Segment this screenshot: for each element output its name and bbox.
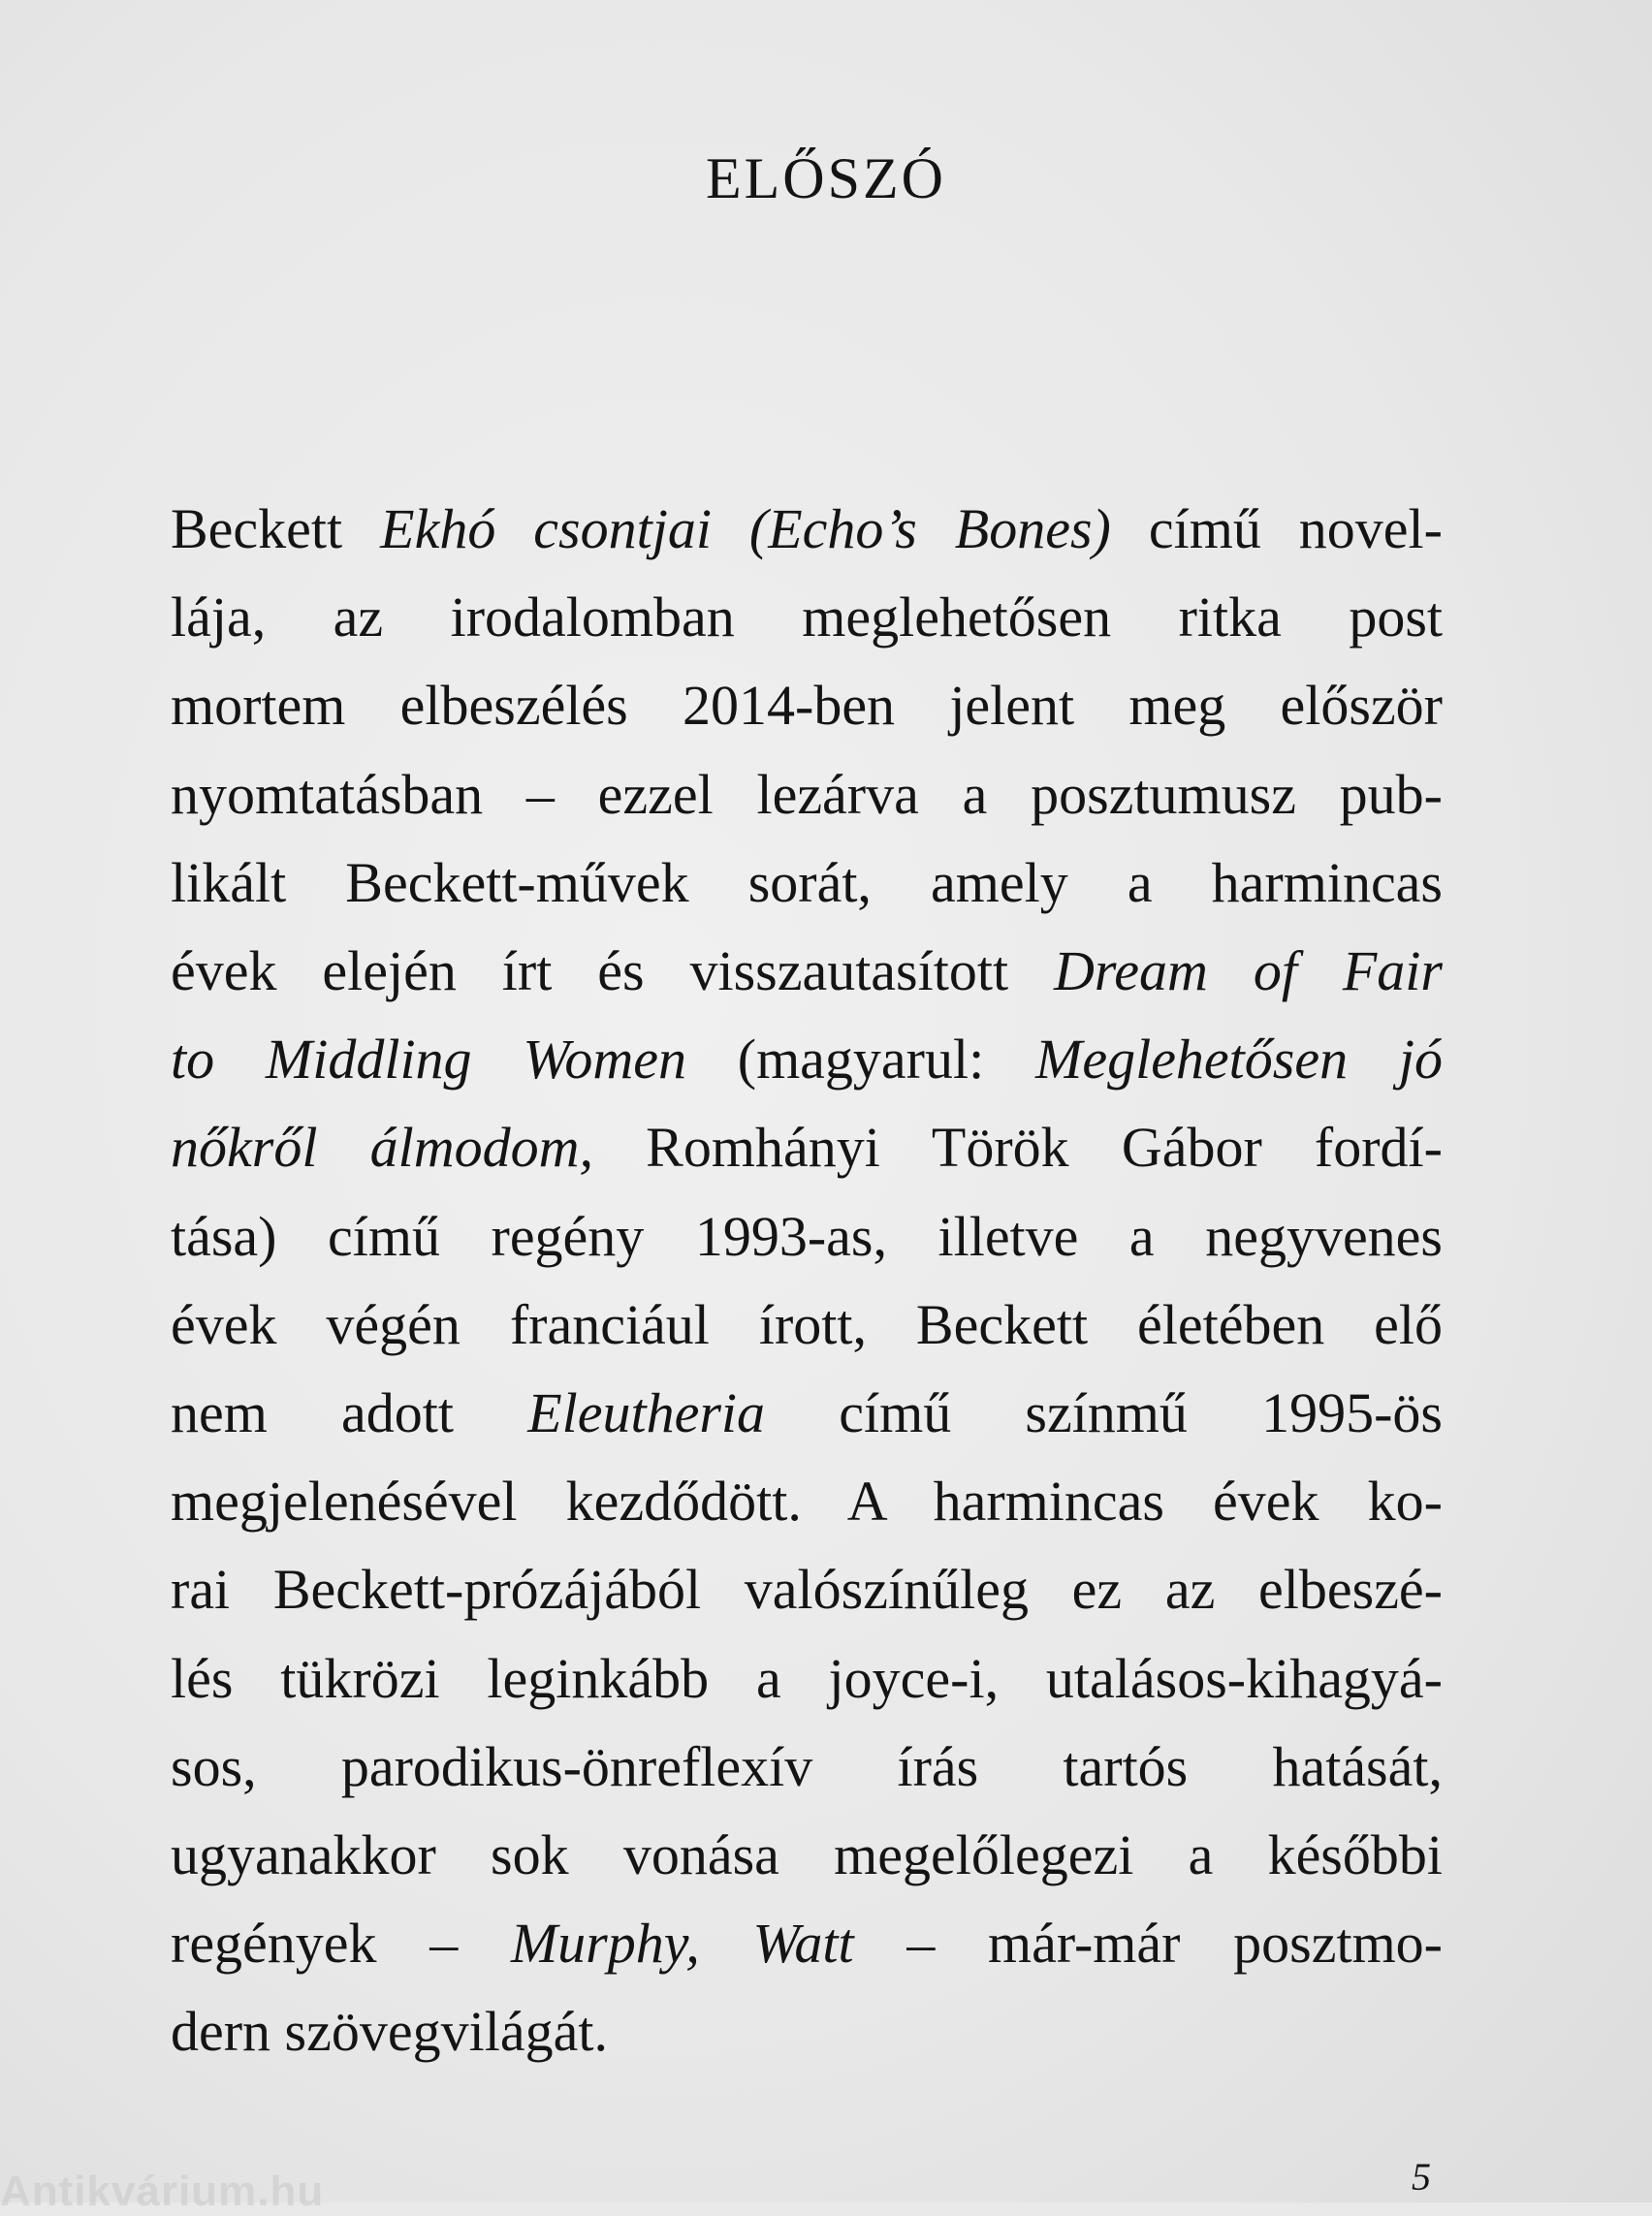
text-run: ugyanakkor sok vonása megelőlegezi a későbbi — [171, 1823, 1443, 1887]
text-line — [171, 927, 1443, 1015]
text-run: évek elején írt és visszautasított — [171, 939, 1054, 1003]
text-line — [171, 661, 1443, 749]
italic-title: Eleutheria — [527, 1381, 766, 1445]
text-run: című novel- — [1110, 497, 1443, 560]
text-run: évek végén franciául írott, Beckett életében elő — [171, 1292, 1443, 1356]
text-line — [171, 1811, 1443, 1899]
text-line — [171, 1192, 1443, 1281]
text-run: Romhányi Török Gábor fordí- — [592, 1116, 1443, 1180]
italic-title: Ekhó csontjai (Echo’s Bones) — [380, 497, 1111, 560]
text-run: – már-már posztmo- — [853, 1912, 1443, 1976]
italic-title: Murphy, Watt — [510, 1912, 854, 1976]
text-line — [171, 485, 1443, 573]
text-run: megjelenésével kezdődött. A harmincas évek ko- — [171, 1470, 1443, 1534]
preface-paragraph — [171, 485, 1443, 2076]
text-line — [171, 750, 1443, 839]
text-run: nyomtatásban – ezzel lezárva a posztumusz pub- — [171, 762, 1443, 826]
text-run: sos, parodikus-önreflexív írás tartós hatását, — [171, 1734, 1443, 1798]
text-line — [171, 1545, 1443, 1633]
text-line — [171, 1987, 1443, 2075]
text-run: lés tükrözi leginkább a joyce-i, utalásos-kihagyá- — [171, 1646, 1443, 1710]
text-run: tása) című regény 1993-as, illetve a negyvenes — [171, 1204, 1443, 1268]
text-run: mortem elbeszélés 2014-ben jelent meg először — [171, 674, 1443, 738]
text-run: lája, az irodalomban meglehetősen ritka post — [171, 586, 1443, 649]
italic-title: Dream of Fair — [1054, 939, 1443, 1003]
text-run: dern szövegvilágát. — [171, 2000, 608, 2064]
text-run: rai Beckett-prózájából valószínűleg ez az elbeszé- — [171, 1558, 1443, 1622]
text-line — [171, 1723, 1443, 1811]
text-run: Beckett — [171, 497, 381, 560]
text-run: likált Beckett-művek sorát, amely a harmincas — [171, 850, 1443, 914]
watermark: Antikvárium.hu — [0, 2168, 325, 2215]
text-line — [171, 1457, 1443, 1545]
chapter-title: ELŐSZÓ — [706, 146, 946, 210]
page-number: 5 — [1412, 2155, 1431, 2199]
text-line — [171, 1634, 1443, 1723]
italic-title: Meglehetősen jó — [1035, 1028, 1444, 1092]
text-run: regények – — [171, 1912, 511, 1976]
text-run: című színmű 1995-ös — [765, 1381, 1443, 1445]
text-run: (magyarul: — [685, 1028, 1036, 1092]
text-line — [171, 839, 1443, 927]
text-run: nem adott — [171, 1381, 528, 1445]
text-line — [171, 1369, 1443, 1457]
italic-title: nőkről álmodom, — [171, 1116, 593, 1180]
text-line — [171, 1015, 1443, 1103]
italic-title: to Middling Women — [171, 1028, 686, 1092]
text-line — [171, 1899, 1443, 1987]
show-through-text — [175, 0, 1474, 465]
text-line — [171, 573, 1443, 661]
text-line — [171, 1281, 1443, 1369]
text-line — [171, 1103, 1443, 1191]
